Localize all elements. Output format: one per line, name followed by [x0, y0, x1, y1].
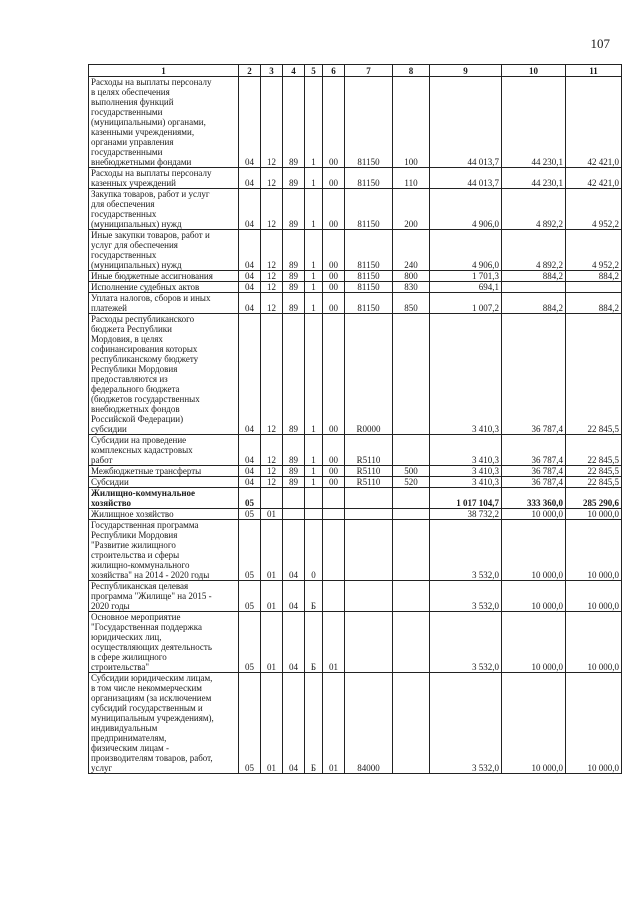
cell-c8: 800	[393, 271, 430, 282]
cell-c3: 12	[261, 77, 283, 168]
table-header-row	[89, 65, 622, 77]
cell-c10: 36 787,4	[502, 435, 566, 466]
cell-c9: 4 906,0	[430, 230, 502, 271]
cell-c5: 1	[305, 435, 323, 466]
cell-c4: 89	[283, 189, 305, 230]
cell-c9: 38 732,2	[430, 509, 502, 520]
cell-c3: 12	[261, 282, 283, 293]
cell-c6: 00	[323, 435, 345, 466]
row-name-line: "Государственная поддержка	[91, 622, 202, 632]
column-header: 10	[502, 65, 566, 77]
row-name-line: Субсидии	[91, 477, 129, 487]
row-name-line: Субсидии на проведение	[91, 435, 187, 445]
row-name-line: для обеспечения	[91, 199, 155, 209]
row-name-cell	[89, 230, 239, 271]
table-row	[89, 293, 622, 314]
cell-c8: 500	[393, 466, 430, 477]
cell-c6: 01	[323, 612, 345, 673]
cell-c4	[283, 509, 305, 520]
row-name-line: Жилищное хозяйство	[91, 509, 174, 519]
row-name-line: Республики Мордовия	[91, 530, 178, 540]
row-name-line: организациям (за исключением	[91, 693, 212, 703]
cell-c6: 01	[323, 673, 345, 774]
cell-c6: 00	[323, 477, 345, 488]
cell-c2: 04	[239, 271, 261, 282]
cell-c7	[345, 509, 393, 520]
table-row	[89, 435, 622, 466]
cell-c5: 1	[305, 477, 323, 488]
cell-c5	[305, 488, 323, 509]
row-name-cell	[89, 435, 239, 466]
cell-c5: Б	[305, 581, 323, 612]
row-name-line: Закупка товаров, работ и услуг	[91, 189, 210, 199]
row-name-line: услуг	[91, 763, 113, 773]
cell-c7: 81150	[345, 293, 393, 314]
cell-c8: 100	[393, 77, 430, 168]
table-row	[89, 673, 622, 774]
row-name-line: индивидуальным	[91, 723, 158, 733]
cell-c5	[305, 509, 323, 520]
cell-c5: 1	[305, 466, 323, 477]
cell-c2: 04	[239, 282, 261, 293]
cell-c2: 05	[239, 520, 261, 581]
cell-c4: 89	[283, 466, 305, 477]
cell-c6: 00	[323, 466, 345, 477]
page-number: 107	[590, 36, 610, 51]
row-name-line: осуществляющих деятельность	[91, 642, 212, 652]
cell-c4: 89	[283, 314, 305, 435]
row-name-line: производителям товаров, работ,	[91, 753, 213, 763]
cell-c7: 81150	[345, 168, 393, 189]
cell-c3: 01	[261, 520, 283, 581]
row-name-line: казенными учреждениями,	[91, 127, 195, 137]
cell-c10: 4 892,2	[502, 189, 566, 230]
cell-c4: 89	[283, 282, 305, 293]
table-row	[89, 466, 622, 477]
cell-c2: 04	[239, 314, 261, 435]
row-name-cell	[89, 466, 239, 477]
row-name-line: государственными	[91, 107, 163, 117]
cell-c2: 05	[239, 673, 261, 774]
table-row	[89, 314, 622, 435]
row-name-line: субсидий государственным и	[91, 703, 203, 713]
cell-c4: 04	[283, 612, 305, 673]
cell-c6: 00	[323, 77, 345, 168]
cell-c11: 22 845,5	[566, 314, 622, 435]
cell-c7: 81150	[345, 282, 393, 293]
row-name-line: муниципальным учреждениям),	[91, 713, 214, 723]
cell-c7: 81150	[345, 230, 393, 271]
cell-c10: 10 000,0	[502, 509, 566, 520]
column-header: 8	[393, 65, 430, 77]
row-name-line: строительства и сферы	[91, 550, 180, 560]
cell-c8: 520	[393, 477, 430, 488]
row-name-line: субсидии	[91, 424, 127, 434]
cell-c3	[261, 488, 283, 509]
cell-c7: R0000	[345, 314, 393, 435]
column-header: 7	[345, 65, 393, 77]
cell-c10: 36 787,4	[502, 466, 566, 477]
row-name-line: государственными	[91, 147, 163, 157]
row-name-line: органами управления	[91, 137, 174, 147]
row-name-line: казенных учреждений	[91, 178, 176, 188]
cell-c5: 1	[305, 230, 323, 271]
row-name-line: Государственная программа	[91, 520, 199, 530]
cell-c9: 44 013,7	[430, 77, 502, 168]
cell-c8	[393, 520, 430, 581]
row-name-line: федерального бюджета	[91, 384, 180, 394]
row-name-line: (бюджетов государственных	[91, 394, 200, 404]
row-name-line: государственных	[91, 250, 157, 260]
column-header: 11	[566, 65, 622, 77]
cell-c4: 04	[283, 520, 305, 581]
row-name-line: предоставляются из	[91, 374, 168, 384]
cell-c3: 12	[261, 271, 283, 282]
table-row	[89, 271, 622, 282]
row-name-cell	[89, 282, 239, 293]
cell-c8	[393, 314, 430, 435]
cell-c4: 89	[283, 77, 305, 168]
column-header: 9	[430, 65, 502, 77]
cell-c11: 10 000,0	[566, 509, 622, 520]
row-name-cell	[89, 488, 239, 509]
table-row	[89, 509, 622, 520]
cell-c9: 3 532,0	[430, 612, 502, 673]
row-name-line: работ	[91, 455, 113, 465]
cell-c2: 05	[239, 612, 261, 673]
cell-c6	[323, 520, 345, 581]
table-row	[89, 488, 622, 509]
cell-c3: 12	[261, 189, 283, 230]
cell-c2: 04	[239, 77, 261, 168]
cell-c3: 12	[261, 435, 283, 466]
cell-c2: 04	[239, 477, 261, 488]
cell-c10: 44 230,1	[502, 168, 566, 189]
row-name-line: 2020 годы	[91, 601, 130, 611]
row-name-line: Расходы республиканского	[91, 314, 195, 324]
cell-c3: 01	[261, 673, 283, 774]
table-row	[89, 520, 622, 581]
cell-c6: 00	[323, 282, 345, 293]
row-name-cell	[89, 477, 239, 488]
cell-c7	[345, 612, 393, 673]
cell-c11: 10 000,0	[566, 520, 622, 581]
cell-c5: Б	[305, 612, 323, 673]
cell-c11: 884,2	[566, 271, 622, 282]
cell-c11: 10 000,0	[566, 673, 622, 774]
cell-c2: 04	[239, 466, 261, 477]
table-row	[89, 77, 622, 168]
cell-c11: 10 000,0	[566, 612, 622, 673]
table-row	[89, 282, 622, 293]
cell-c2: 05	[239, 581, 261, 612]
cell-c5: 1	[305, 77, 323, 168]
row-name-line: внебюджетными фондами	[91, 157, 192, 167]
cell-c11: 22 845,5	[566, 466, 622, 477]
cell-c10: 333 360,0	[502, 488, 566, 509]
cell-c9: 3 410,3	[430, 435, 502, 466]
row-name-line: строительства"	[91, 662, 150, 672]
cell-c2: 04	[239, 435, 261, 466]
cell-c7	[345, 581, 393, 612]
column-header: 4	[283, 65, 305, 77]
row-name-cell	[89, 314, 239, 435]
cell-c9: 1 007,2	[430, 293, 502, 314]
cell-c3: 12	[261, 293, 283, 314]
cell-c10: 884,2	[502, 271, 566, 282]
row-name-cell	[89, 189, 239, 230]
row-name-line: жилищно-коммунального	[91, 560, 190, 570]
cell-c6	[323, 581, 345, 612]
row-name-line: "Развитие жилищного	[91, 540, 176, 550]
row-name-cell	[89, 509, 239, 520]
cell-c11: 4 952,2	[566, 230, 622, 271]
cell-c8: 110	[393, 168, 430, 189]
cell-c7	[345, 488, 393, 509]
table-row	[89, 168, 622, 189]
cell-c3: 01	[261, 581, 283, 612]
cell-c5: 1	[305, 271, 323, 282]
row-name-line: софинансирования которых	[91, 344, 198, 354]
cell-c6	[323, 509, 345, 520]
row-name-cell	[89, 612, 239, 673]
row-name-line: хозяйства" на 2014 - 2020 годы	[91, 570, 210, 580]
table-row	[89, 189, 622, 230]
cell-c11: 22 845,5	[566, 435, 622, 466]
row-name-line: бюджета Республики	[91, 324, 172, 334]
cell-c6: 00	[323, 189, 345, 230]
row-name-line: Субсидии юридическим лицам,	[91, 673, 213, 683]
cell-c3: 12	[261, 230, 283, 271]
row-name-line: Расходы на выплаты персоналу	[91, 168, 212, 178]
cell-c4	[283, 488, 305, 509]
cell-c3: 12	[261, 314, 283, 435]
row-name-line: Республики Мордовия	[91, 364, 178, 374]
cell-c6: 00	[323, 271, 345, 282]
cell-c5: 1	[305, 168, 323, 189]
row-name-line: Жилищно-коммунальное	[91, 488, 196, 498]
cell-c11: 42 421,0	[566, 168, 622, 189]
cell-c6: 00	[323, 230, 345, 271]
row-name-line: (муниципальных) нужд	[91, 260, 182, 270]
row-name-line: Мордовия, в целях	[91, 334, 163, 344]
cell-c11	[566, 282, 622, 293]
cell-c7: 84000	[345, 673, 393, 774]
row-name-cell	[89, 271, 239, 282]
cell-c9: 3 532,0	[430, 581, 502, 612]
row-name-line: Основное мероприятие	[91, 612, 181, 622]
row-name-line: комплексных кадастровых	[91, 445, 193, 455]
row-name-line: платежей	[91, 303, 127, 313]
cell-c7: R5110	[345, 477, 393, 488]
row-name-line: услуг для обеспечения	[91, 240, 178, 250]
budget-table	[88, 64, 622, 774]
table-row	[89, 612, 622, 673]
cell-c10: 44 230,1	[502, 77, 566, 168]
cell-c10: 884,2	[502, 293, 566, 314]
cell-c9: 3 532,0	[430, 520, 502, 581]
cell-c7: R5110	[345, 466, 393, 477]
cell-c4: 89	[283, 293, 305, 314]
cell-c4: 89	[283, 271, 305, 282]
cell-c5: 0	[305, 520, 323, 581]
cell-c8	[393, 581, 430, 612]
cell-c4: 04	[283, 581, 305, 612]
cell-c6	[323, 488, 345, 509]
cell-c9: 3 532,0	[430, 673, 502, 774]
cell-c7: 81150	[345, 189, 393, 230]
row-name-line: Межбюджетные трансферты	[91, 466, 202, 476]
cell-c5: 1	[305, 282, 323, 293]
cell-c8	[393, 488, 430, 509]
row-name-cell	[89, 673, 239, 774]
row-name-line: республиканскому бюджету	[91, 354, 199, 364]
row-name-line: (муниципальными) органами,	[91, 117, 206, 127]
cell-c11: 4 952,2	[566, 189, 622, 230]
row-name-line: Республиканская целевая	[91, 581, 189, 591]
cell-c3: 12	[261, 477, 283, 488]
row-name-line: в целях обеспечения	[91, 87, 170, 97]
column-header: 5	[305, 65, 323, 77]
cell-c4: 89	[283, 477, 305, 488]
cell-c8: 850	[393, 293, 430, 314]
cell-c8: 240	[393, 230, 430, 271]
row-name-line: юридических лиц,	[91, 632, 162, 642]
cell-c10: 36 787,4	[502, 477, 566, 488]
cell-c5: 1	[305, 314, 323, 435]
cell-c9: 694,1	[430, 282, 502, 293]
row-name-cell	[89, 293, 239, 314]
column-header: 6	[323, 65, 345, 77]
cell-c11: 10 000,0	[566, 581, 622, 612]
row-name-line: Иные закупки товаров, работ и	[91, 230, 210, 240]
cell-c8: 830	[393, 282, 430, 293]
cell-c3: 12	[261, 466, 283, 477]
table-row	[89, 230, 622, 271]
cell-c8	[393, 435, 430, 466]
row-name-line: Иные бюджетные ассигнования	[91, 271, 213, 281]
cell-c9: 3 410,3	[430, 477, 502, 488]
row-name-line: Российской Федерации)	[91, 414, 184, 424]
row-name-line: в сфере жилищного	[91, 652, 167, 662]
row-name-line: выполнения функций	[91, 97, 174, 107]
row-name-line: Исполнение судебных актов	[91, 282, 200, 292]
table-row	[89, 477, 622, 488]
row-name-cell	[89, 520, 239, 581]
cell-c11: 285 290,6	[566, 488, 622, 509]
cell-c2: 04	[239, 230, 261, 271]
column-header: 3	[261, 65, 283, 77]
row-name-line: государственных	[91, 209, 157, 219]
row-name-line: хозяйство	[91, 498, 132, 508]
cell-c9: 4 906,0	[430, 189, 502, 230]
cell-c6: 00	[323, 293, 345, 314]
cell-c2: 04	[239, 293, 261, 314]
cell-c7: 81150	[345, 77, 393, 168]
cell-c8	[393, 612, 430, 673]
cell-c5: 1	[305, 189, 323, 230]
row-name-line: Уплата налогов, сборов и иных	[91, 293, 211, 303]
cell-c3: 12	[261, 168, 283, 189]
cell-c9: 1 017 104,7	[430, 488, 502, 509]
cell-c2: 05	[239, 509, 261, 520]
column-header: 2	[239, 65, 261, 77]
cell-c10: 10 000,0	[502, 673, 566, 774]
cell-c4: 89	[283, 168, 305, 189]
cell-c10: 10 000,0	[502, 520, 566, 581]
cell-c2: 05	[239, 488, 261, 509]
row-name-cell	[89, 581, 239, 612]
cell-c3: 01	[261, 612, 283, 673]
row-name-cell	[89, 168, 239, 189]
row-name-line: Расходы на выплаты персоналу	[91, 77, 212, 87]
row-name-line: программа "Жилище" на 2015 -	[91, 591, 212, 601]
cell-c10: 4 892,2	[502, 230, 566, 271]
cell-c7: 81150	[345, 271, 393, 282]
row-name-line: (муниципальных) нужд	[91, 219, 182, 229]
cell-c4: 89	[283, 230, 305, 271]
cell-c6: 00	[323, 314, 345, 435]
cell-c8: 200	[393, 189, 430, 230]
cell-c9: 3 410,3	[430, 466, 502, 477]
cell-c11: 42 421,0	[566, 77, 622, 168]
row-name-cell	[89, 77, 239, 168]
row-name-line: в том числе некоммерческим	[91, 683, 203, 693]
row-name-line: предпринимателям,	[91, 733, 167, 743]
cell-c8	[393, 673, 430, 774]
cell-c9: 1 701,3	[430, 271, 502, 282]
cell-c2: 04	[239, 168, 261, 189]
cell-c7	[345, 520, 393, 581]
cell-c10	[502, 282, 566, 293]
cell-c10: 10 000,0	[502, 612, 566, 673]
cell-c5: 1	[305, 293, 323, 314]
cell-c11: 884,2	[566, 293, 622, 314]
cell-c4: 89	[283, 435, 305, 466]
cell-c10: 10 000,0	[502, 581, 566, 612]
cell-c9: 3 410,3	[430, 314, 502, 435]
cell-c2: 04	[239, 189, 261, 230]
cell-c4: 04	[283, 673, 305, 774]
row-name-line: внебюджетных фондов	[91, 404, 180, 414]
row-name-line: физическим лицам -	[91, 743, 169, 753]
cell-c10: 36 787,4	[502, 314, 566, 435]
cell-c9: 44 013,7	[430, 168, 502, 189]
cell-c5: Б	[305, 673, 323, 774]
cell-c7: R5110	[345, 435, 393, 466]
cell-c11: 22 845,5	[566, 477, 622, 488]
column-header: 1	[89, 65, 239, 77]
cell-c6: 00	[323, 168, 345, 189]
cell-c3: 01	[261, 509, 283, 520]
cell-c8	[393, 509, 430, 520]
table-row	[89, 581, 622, 612]
